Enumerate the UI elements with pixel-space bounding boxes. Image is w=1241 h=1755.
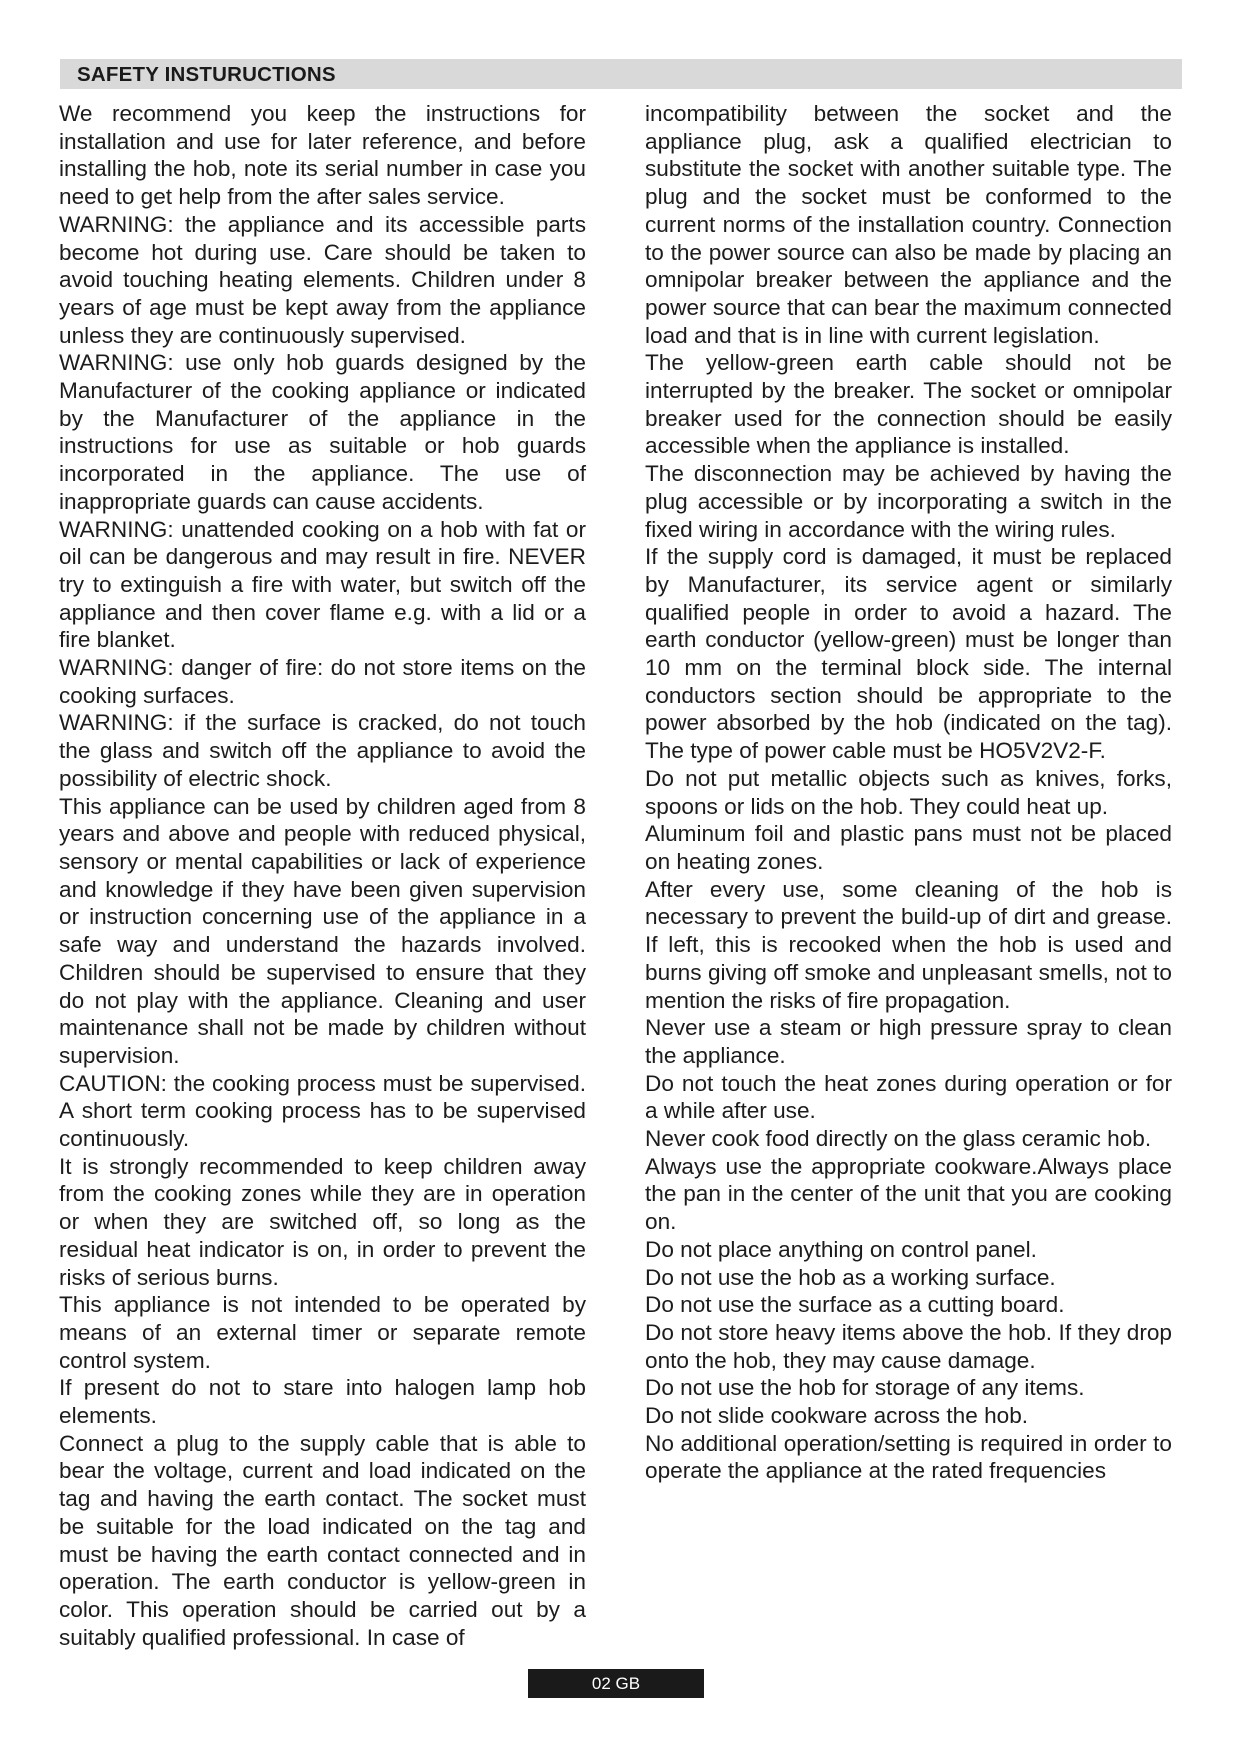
paragraph-keep-instructions: We recommend you keep the instructions for installation and use for later reference, and before installing the hob, note its serial number in case you need to get help from the after sales service. [59,101,586,210]
page-number-label: 02 GB [528,1669,704,1698]
paragraph-warning-cracked-surface: WARNING: if the surface is cracked, do not touch the glass and switch off the appliance to avoid the possibility of electric shock. [59,710,586,791]
paragraph-socket-incompatibility: incompatibility between the socket and the appliance plug, ask a qualified electrician to substitute the socket with another suitable type. The plug and the socket must be conformed to the current norms of the installation country. Connection to the power source can also be made by placing an omnipolar breaker between the appliance and the power source that can bear the maximum connected load and that is in line with current legislation. [645,101,1172,348]
paragraph-cutting-board: Do not use the surface as a cutting board. [645,1292,1065,1318]
paragraph-disconnection: The disconnection may be achieved by having the plug accessible or by incorporating a switch in the fixed wiring in accordance with the wiring rules. [645,461,1172,542]
section-title: SAFETY INSTURUCTIONS [77,63,336,86]
left-text-column [59,100,586,1651]
paragraph-metallic-objects: Do not put metallic objects such as knives, forks, spoons or lids on the hob. They could heat up. [645,765,1172,819]
paragraph-external-timer: This appliance is not intended to be operated by means of an external timer or separate remote control system. [59,1292,586,1373]
paragraph-aluminum-foil: Aluminum foil and plastic pans must not be placed on heating zones. [645,821,1172,874]
paragraph-warning-fat-oil: WARNING: unattended cooking on a hob with fat or oil can be dangerous and may result in fire. NEVER try to extinguish a fire with water, but switch off the appliance and then cover flame e.g. with a lid or a fire blanket. [59,516,586,653]
paragraph-storage: Do not use the hob for storage of any items. [645,1375,1085,1401]
paragraph-cleaning: After every use, some cleaning of the hob is necessary to prevent the build-up of dirt and grease. If left, this is recooked when the hob is used and burns giving off smoke and unpleasant smells, not to mention the risks of fire propagation. [645,876,1172,1013]
paragraph-warning-hob-guards: WARNING: use only hob guards designed by the Manufacturer of the cooking appliance or indicated by the Manufacturer of the appliance in the instructions for use as suitable or hob guards incorporated in the appliance. The use of inappropriate guards can cause accidents. [59,350,586,514]
paragraph-cookware: Always use the appropriate cookware.Always place the pan in the center of the unit that you are cooking on. [645,1153,1172,1235]
paragraph-halogen-lamp: If present do not to stare into halogen lamp hob elements. [59,1375,586,1429]
section-header-bar [60,59,1182,89]
paragraph-warning-fire: WARNING: danger of fire: do not store items on the cooking surfaces. [59,655,586,708]
paragraph-heavy-items: Do not store heavy items above the hob. If they drop onto the hob, they may cause damage. [645,1319,1172,1373]
paragraph-slide-cookware: Do not slide cookware across the hob. [645,1403,1029,1429]
paragraph-connect-plug: Connect a plug to the supply cable that is able to bear the voltage, current and load indicated on the tag and having the earth contact. The socket must be suitable for the load indicated on the tag and must be having the earth contact connected and in operation. The earth conductor is yellow-green in color. This operation should be carried out by a suitably qualified professional. In case of [59,1430,586,1650]
paragraph-working-surface: Do not use the hob as a working surface. [645,1264,1056,1290]
paragraph-control-panel: Do not place anything on control panel. [645,1236,1037,1262]
paragraph-steam-spray: Never use a steam or high pressure spray to clean the appliance. [645,1015,1172,1068]
paragraph-supply-cord: If the supply cord is damaged, it must be replaced by Manufacturer, its service agent or similarly qualified people in order to avoid a hazard. The earth conductor (yellow-green) must be longer than 10 mm on the terminal block side. The internal conductors section should be appropriate to the power absorbed by the hob (indicated on the tag). The type of power cable must be HO5V2V2-F. [645,544,1172,764]
right-text-column [645,100,1172,1485]
paragraph-cook-directly: Never cook food directly on the glass ceramic hob. [645,1126,1152,1152]
paragraph-earth-cable: The yellow-green earth cable should not be interrupted by the breaker. The socket or omnipolar breaker used for the connection should be easily accessible when the appliance is installed. [645,350,1172,459]
paragraph-warning-hot-parts: WARNING: the appliance and its accessible parts become hot during use. Care should be taken to avoid touching heating elements. Children under 8 years of age must be kept away from the appliance unless they are continuously supervised. [59,211,586,348]
paragraph-children-usage: This appliance can be used by children aged from 8 years and above and people with reduced physical, sensory or mental capabilities or lack of experience and knowledge if they have been given supervision or instruction concerning use of the appliance in a safe way and understand the hazards involved. Children should be supervised to ensure that they do not play with the appliance. Cleaning and user maintenance shall not be made by children without supervision. [59,793,586,1068]
paragraph-rated-frequencies: No additional operation/setting is required in order to operate the appliance at the rated frequencies [645,1430,1172,1484]
paragraph-caution-supervised: CAUTION: the cooking process must be supervised. A short term cooking process has to be supervised continuously. [59,1070,586,1152]
paragraph-heat-zones: Do not touch the heat zones during operation or for a while after use. [645,1070,1172,1124]
paragraph-keep-children-away: It is strongly recommended to keep children away from the cooking zones while they are in operation or when they are switched off, so long as the residual heat indicator is on, in order to prevent the risks of serious burns. [59,1153,586,1290]
